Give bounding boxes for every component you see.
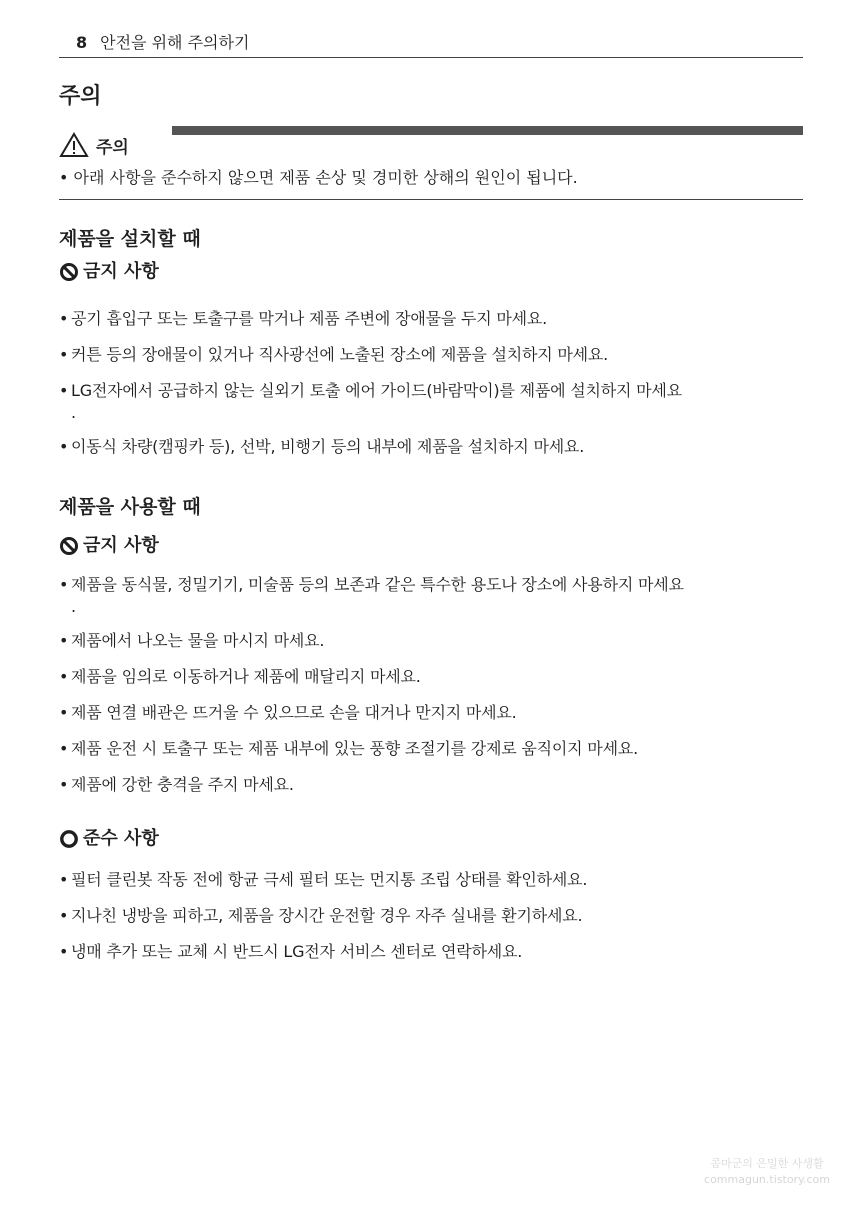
list-item xyxy=(59,379,803,423)
section-title: 주의 xyxy=(59,84,102,109)
watermark-line-1: 콤마군의 은밀한 사생활 xyxy=(710,1157,824,1170)
list-item xyxy=(59,573,803,617)
list-item-text: 이동식 차량(캠핑카 등), 선박, 비행기 등의 내부에 제품을 설치하지 마세요. xyxy=(71,437,585,456)
list-item-text: 제품에 강한 충격을 주지 마세요. xyxy=(71,775,294,794)
list-item xyxy=(59,665,803,689)
use-list xyxy=(59,573,803,809)
watermark-line-2: commagun.tistory.com xyxy=(704,1173,830,1186)
caution-box xyxy=(59,125,803,201)
list-item-text: 제품에서 나오는 물을 마시지 마세요. xyxy=(71,631,325,650)
list-item xyxy=(59,343,803,367)
list-item-text: 제품 연결 배관은 뜨거울 수 있으므로 손을 대거나 만지지 마세요. xyxy=(71,703,517,722)
install-title: 제품을 설치할 때 xyxy=(59,228,201,250)
prohibited-circle-icon xyxy=(59,262,79,282)
list-item xyxy=(59,307,803,331)
ring-circle-icon xyxy=(59,829,79,849)
list-item-text: 제품을 동식물, 정밀기기, 미술품 등의 보존과 같은 특수한 용도나 장소에 사용하지 마세요 xyxy=(71,575,684,594)
chapter-title: 안전을 위해 주의하기 xyxy=(100,33,250,52)
list-item-text: 커튼 등의 장애물이 있거나 직사광선에 노출된 장소에 제품을 설치하지 마세요. xyxy=(71,345,609,364)
list-item xyxy=(59,435,803,459)
list-item xyxy=(59,629,803,653)
list-item-text: 냉매 추가 또는 교체 시 반드시 LG전자 서비스 센터로 연락하세요. xyxy=(71,942,523,961)
caution-heading xyxy=(59,131,129,159)
running-header xyxy=(59,29,803,58)
caution-text-content: 아래 사항을 준수하지 않으면 제품 손상 및 경미한 상해의 원인이 됩니다. xyxy=(73,168,578,187)
install-list xyxy=(59,307,803,471)
use-prohibited-label: 금지 사항 xyxy=(83,535,159,556)
list-item-text: LG전자에서 공급하지 않는 실외기 토출 에어 가이드(바람막이)를 제품에 설치하지 마세요 xyxy=(71,381,682,400)
comply-label: 준수 사항 xyxy=(83,828,159,849)
list-item xyxy=(59,737,803,761)
list-item-text: 제품을 임의로 이동하거나 제품에 매달리지 마세요. xyxy=(71,667,421,686)
prohibited-circle-icon xyxy=(59,536,79,556)
comply-list xyxy=(59,868,803,976)
warning-triangle-icon xyxy=(59,132,89,158)
list-item xyxy=(59,868,803,892)
list-item xyxy=(59,904,803,928)
use-title: 제품을 사용할 때 xyxy=(59,496,201,518)
list-item-text: 지나친 냉방을 피하고, 제품을 장시간 운전할 경우 자주 실내를 환기하세요. xyxy=(71,906,583,925)
caution-text: • 아래 사항을 준수하지 않으면 제품 손상 및 경미한 상해의 원인이 됩니다. xyxy=(59,168,578,187)
install-prohibited-heading xyxy=(59,257,159,287)
caution-bar xyxy=(172,126,803,135)
list-item xyxy=(59,940,803,964)
use-prohibited-heading xyxy=(59,531,159,561)
caution-label: 주의 xyxy=(96,137,129,158)
trailing-dot: . xyxy=(71,597,76,616)
comply-heading xyxy=(59,824,159,854)
page-number: 8 xyxy=(76,33,88,52)
trailing-dot: . xyxy=(71,403,76,422)
list-item-text: 필터 클린봇 작동 전에 항균 극세 필터 또는 먼지통 조립 상태를 확인하세요. xyxy=(71,870,588,889)
list-item-text: 공기 흡입구 또는 토출구를 막거나 제품 주변에 장애물을 두지 마세요. xyxy=(71,309,548,328)
watermark xyxy=(704,1156,830,1188)
list-item-text: 제품 운전 시 토출구 또는 제품 내부에 있는 풍향 조절기를 강제로 움직이지 마세요. xyxy=(71,739,638,758)
list-item xyxy=(59,701,803,725)
list-item xyxy=(59,773,803,797)
divider xyxy=(59,199,803,200)
install-prohibited-label: 금지 사항 xyxy=(83,261,159,282)
